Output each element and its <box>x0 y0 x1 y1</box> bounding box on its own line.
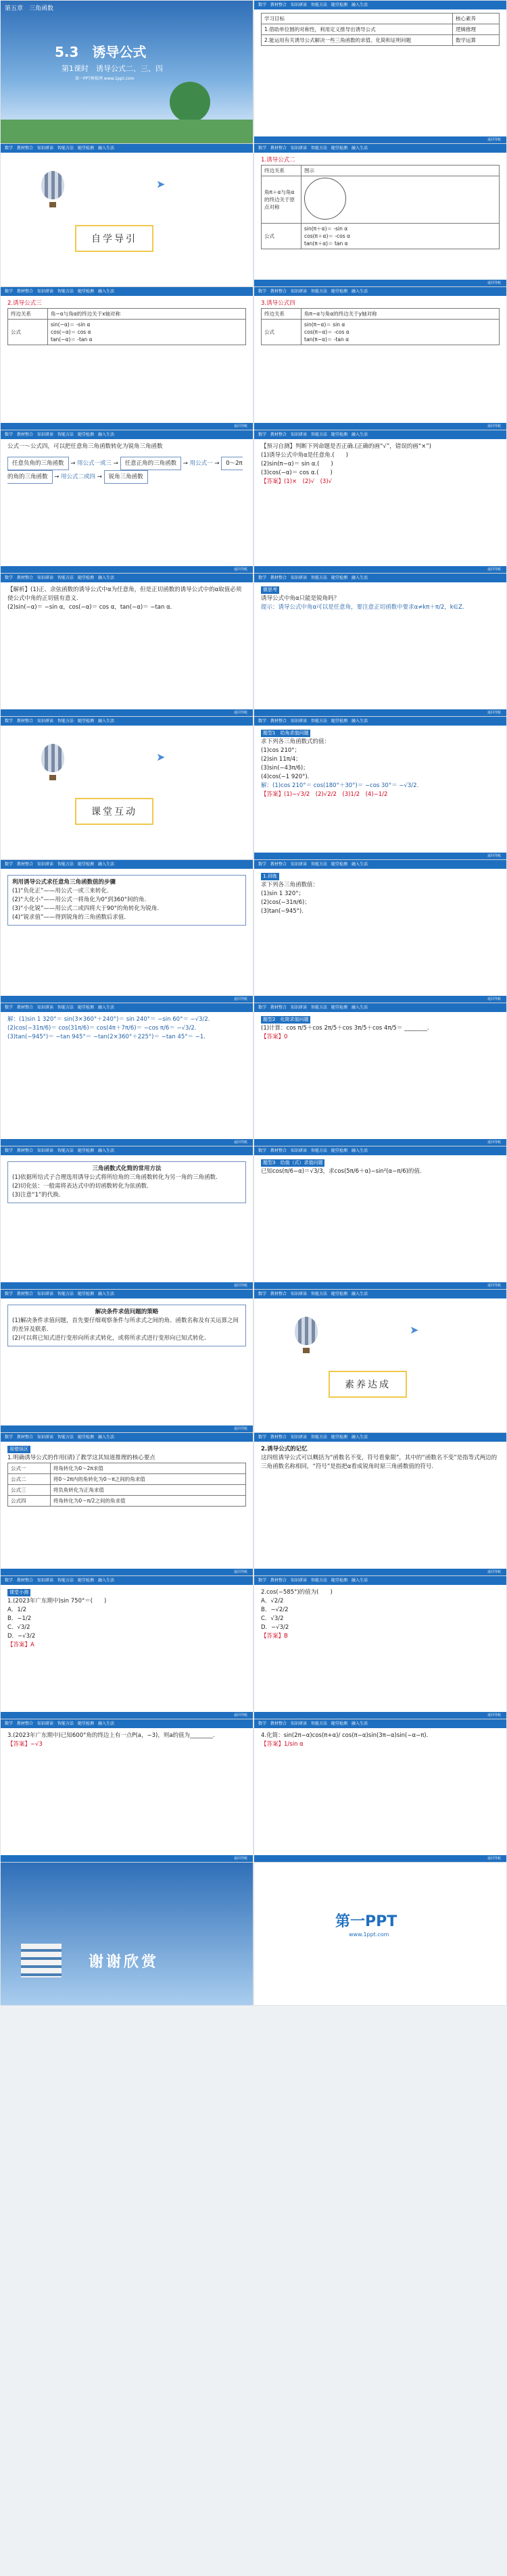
pretest-title: 【预习自测】判断下列命题是否正确.(正确的画“√”，错误的画“×”) <box>261 443 431 450</box>
section-label-class: 课堂互动 <box>75 798 153 825</box>
pretest-slide <box>254 430 506 573</box>
think-answer: 提示：诱导公式中角α可以是任意角，要注意正切函数中要求α≠kπ＋π/2，k∈Z. <box>261 604 464 611</box>
type1-item: (2)sin 11π/4； <box>261 756 301 763</box>
footer-nav[interactable]: 返回导航 <box>254 709 506 716</box>
solution-line: 解：(1)sin 1 320°＝ sin(3×360°＋240°)＝ sin 240°＝ −sin 60°＝ −√3/2. <box>7 1016 210 1023</box>
quiz-answer: 【答案】1/sin α <box>261 1741 304 1748</box>
quiz-option: C．√3/2 <box>261 1615 284 1622</box>
paper-plane-icon: ➤ <box>156 178 166 191</box>
quiz-question: 2.cos(−585°)的值为( ) <box>261 1589 333 1596</box>
formula-line: cos(π＋α)＝ -cos α <box>304 233 350 239</box>
goals-table <box>261 13 500 46</box>
brand-url[interactable]: www.1ppt.com <box>349 1931 389 1938</box>
quiz1-slide <box>1 1576 253 1719</box>
relation-label: 终边关系 <box>262 166 301 176</box>
top-bar: 数学 教材整合 知识研读 智能方法 随堂检测 融入生活 <box>254 287 506 296</box>
strategy-slide <box>1 1290 253 1432</box>
flow-arrow-label: 用公式一或三 <box>77 460 112 467</box>
step-item: (2)“大化小”——用公式一将角化为0°到360°间的角. <box>12 896 147 903</box>
memory-title: 2.诱导公式的记忆 <box>261 1446 308 1453</box>
top-bar: 数学 教材整合 知识研读 智能方法 随堂检测 融入生活 <box>1 144 253 153</box>
thanks-background <box>1 1863 253 2005</box>
quiz4-slide <box>254 1719 506 1862</box>
top-bar: 数学 教材整合 知识研读 智能方法 随堂检测 融入生活 <box>1 1576 253 1585</box>
top-bar: 数学 教材整合 知识研读 智能方法 随堂检测 融入生活 <box>1 430 253 439</box>
top-bar: 数学 教材整合 知识研读 智能方法 随堂检测 融入生活 <box>1 1146 253 1155</box>
flow-step: 锐角三角函数 <box>104 470 148 484</box>
footer-nav[interactable]: 返回导航 <box>254 1855 506 1862</box>
footer-nav[interactable]: 返回导航 <box>1 1712 253 1719</box>
footer-nav[interactable]: 返回导航 <box>1 1855 253 1862</box>
flow-step: 任意正角的三角函数 <box>120 457 182 470</box>
formula-line: sin(−α)＝ -sin α <box>51 322 91 328</box>
footer-nav[interactable]: 返回导航 <box>254 853 506 859</box>
footer-nav[interactable]: 返回导航 <box>254 1139 506 1146</box>
table-cell: 将0～2π内的角转化为0～π之间的角求值 <box>50 1474 245 1485</box>
top-bar: 数学 教材整合 知识研读 智能方法 随堂检测 融入生活 <box>1 1290 253 1298</box>
type1-item: (3)sin(−43π/6)； <box>261 765 309 772</box>
top-bar: 数学 教材整合 知识研读 智能方法 随堂检测 融入生活 <box>254 1146 506 1155</box>
summary-label: 易错误区 <box>7 1446 30 1453</box>
section-title: 5.3 诱导公式 <box>55 44 147 60</box>
quiz-option: D．−√3/2 <box>261 1624 289 1631</box>
footer-nav[interactable]: 返回导航 <box>1 1282 253 1289</box>
flow-title: 公式一～公式四，可以把任意角三角函数转化为锐角三角函数 <box>7 443 163 450</box>
analysis-formula: (2)sin(−α)＝ −sin α，cos(−α)＝ cos α，tan(−α)＝ −tan α. <box>7 604 172 611</box>
footer-nav[interactable]: 返回导航 <box>1 996 253 1003</box>
pretest-item: (3)cos(−α)＝ cos α.( ) <box>261 470 333 476</box>
table-cell: 公式三 <box>8 1485 51 1496</box>
top-bar: 数学 教材整合 知识研读 智能方法 随堂检测 融入生活 <box>254 860 506 869</box>
footer-nav[interactable]: 返回导航 <box>254 1712 506 1719</box>
quiz-option: D．−√3/2 <box>7 1633 36 1640</box>
cover-slide <box>1 1 253 143</box>
quiz-option: B．−√2/2 <box>261 1607 289 1613</box>
unit-circle-icon <box>304 178 346 220</box>
practice-item: (2)cos(−31π/6)； <box>261 899 310 906</box>
type3-slide <box>254 1146 506 1289</box>
top-bar: 数学 教材整合 知识研读 智能方法 随堂检测 融入生活 <box>1 287 253 296</box>
section-label-achieve: 素养达成 <box>329 1371 407 1398</box>
top-bar: 数学 教材整合 知识研读 智能方法 随堂检测 融入生活 <box>1 1433 253 1442</box>
summary-table-slide <box>1 1433 253 1575</box>
top-bar: 数学 教材整合 知识研读 智能方法 随堂检测 融入生活 <box>254 1719 506 1728</box>
quiz-answer: 【答案】A <box>7 1642 34 1648</box>
think-question: 诱导公式中角α只能是锐角吗？ <box>261 595 340 602</box>
top-bar: 数学 教材整合 知识研读 智能方法 随堂检测 融入生活 <box>1 1003 253 1012</box>
footer-nav[interactable]: 返回导航 <box>1 1569 253 1575</box>
pretest-item: (2)sin(π−α)＝ sin α.( ) <box>261 461 333 468</box>
formula-label: 公式 <box>8 320 48 345</box>
formula2-slide <box>254 144 506 286</box>
type1-slide <box>254 717 506 859</box>
relation-text: 角π−α与角α的终边关于y轴对称 <box>301 309 500 320</box>
strategy-item: (2)可以将已知式进行变形向所求式转化，或将所求式进行变形向已知式转化. <box>12 1335 206 1342</box>
think-label: 微思考 <box>261 586 279 594</box>
table-cell: 将负角转化为正角求值 <box>50 1485 245 1496</box>
top-bar: 数学 教材整合 知识研读 智能方法 随堂检测 融入生活 <box>254 1576 506 1585</box>
paper-plane-icon: ➤ <box>156 751 166 763</box>
summary-question: 1.明确诱导公式的作用(请)了教学这其知道推理的核心要点 <box>7 1455 155 1461</box>
practice-item: (1)sin 1 320°； <box>261 890 305 897</box>
quiz-question: 1.(2023年广东期中)sin 750°＝( ) <box>7 1598 107 1605</box>
chapter-title: 第五章 三角函数 <box>5 5 54 12</box>
formula4-heading: 3.诱导公式四 <box>261 300 295 307</box>
top-bar: 数学 教材整合 知识研读 智能方法 随堂检测 融入生活 <box>1 717 253 726</box>
step-item: (3)“小化锐”——用公式二或四将大于90°的角转化为锐角. <box>12 905 160 912</box>
quiz3-slide <box>1 1719 253 1862</box>
strategy-item: (1)解决条件求值问题，首先要仔细观察条件与所求式之间的角、函数名称及有关运算之间的差异及联系. <box>12 1317 239 1333</box>
thanks-title: 谢谢欣赏 <box>89 1954 160 1971</box>
quiz-option: A．√2/2 <box>261 1598 284 1605</box>
lesson-subtitle: 第1课时 诱导公式二、三、四 <box>62 64 163 73</box>
solution-line: (2)cos(−31π/6)＝ cos(31π/6)＝ cos(4π＋7π/6)＝ −cos π/6＝ −√3/2. <box>7 1025 197 1032</box>
type2-answer: 【答案】0 <box>261 1034 288 1040</box>
quiz-question: 4.化简：sin(2π−α)cos(π+α)/ cos(π−α)sin(3π−α)sin(−α−π)． <box>261 1732 433 1739</box>
relation-label: 终边关系 <box>262 309 301 320</box>
relation-text: 角−α与角α的终边关于x轴对称 <box>48 309 246 320</box>
unit-circle-figure <box>301 176 500 224</box>
strategy-title: 解决条件求值问题的策略 <box>95 1309 159 1315</box>
table-cell: 公式一 <box>8 1463 51 1474</box>
footer-nav[interactable]: 返回导航 <box>1 423 253 430</box>
type1-solution: 解：(1)cos 210°＝ cos(180°＋30°)＝ −cos 30°＝ −√3/2. <box>261 782 419 789</box>
footer-nav[interactable]: 返回导航 <box>254 996 506 1003</box>
methods-slide <box>1 1146 253 1289</box>
quiz-answer: 【答案】B <box>261 1633 288 1640</box>
relation-text: 角π＋α与角α的终边关于原点对称 <box>262 176 301 224</box>
flow-arrow-label: 用公式二或四 <box>61 474 96 480</box>
step-item: (1)“负化正”——用公式一或三来转化. <box>12 888 109 894</box>
quiz-option: C．√3/2 <box>7 1624 30 1631</box>
literacy-header: 核心素养 <box>453 14 500 24</box>
top-bar: 数学 教材整合 知识研读 智能方法 随堂检测 融入生活 <box>1 574 253 582</box>
goals-header: 学习目标 <box>262 14 453 24</box>
method-item: (1)依据所给式子合理选用诱导公式将所给角的三角函数转化为另一角的三角函数. <box>12 1174 218 1181</box>
literacy-2: 数学运算 <box>453 35 500 46</box>
practice-item: (3)tan(−945°). <box>261 908 304 915</box>
memory-slide <box>254 1433 506 1575</box>
formula-line: cos(−α)＝ cos α <box>51 329 91 335</box>
grass-strip <box>1 120 253 143</box>
brand-logo: 第一PPT <box>335 1913 397 1930</box>
flow-arrow-label: 用公式一 <box>189 460 213 467</box>
top-bar: 数学 教材整合 知识研读 智能方法 随堂检测 融入生活 <box>254 1 506 9</box>
top-bar: 数学 教材整合 知识研读 智能方法 随堂检测 融入生活 <box>254 430 506 439</box>
practice1-slide <box>254 860 506 1003</box>
footer-nav[interactable]: 返回导航 <box>254 136 506 143</box>
hot-air-balloon-icon <box>295 1317 318 1345</box>
methods-title: 三角函数式化简的常用方法 <box>92 1165 162 1172</box>
step-item: (4)“锐求值”——得到锐角的三角函数后求值. <box>12 914 126 921</box>
figure-label: 图示 <box>301 166 500 176</box>
type1-label: 题型1 给角求值问题 <box>261 730 310 737</box>
paper-plane-icon: ➤ <box>410 1323 419 1336</box>
type2-slide <box>254 1003 506 1146</box>
footer-nav[interactable]: 返回导航 <box>254 280 506 286</box>
tree-icon <box>170 82 210 122</box>
class-section-slide <box>1 717 253 859</box>
formula-line: tan(π−α)＝ -tan α <box>304 336 349 343</box>
flow-slide <box>1 430 253 573</box>
type2-question: (1)计算：cos π/5＋cos 2π/5＋cos 3π/5＋cos 4π/5＝ ________. <box>261 1025 429 1032</box>
goal-2: 2.能运用有关诱导公式解决一些三角函数的求值、化简和证明问题 <box>262 35 453 46</box>
steps-slide <box>1 860 253 1003</box>
quiz-option: B．−1/2 <box>7 1615 32 1622</box>
top-bar: 数学 教材整合 知识研读 智能方法 随堂检测 融入生活 <box>254 144 506 153</box>
footer-nav[interactable]: 返回导航 <box>1 709 253 716</box>
practice-question: 求下列各三角函数值： <box>261 882 319 888</box>
method-item: (3)注意“1”的代换. <box>12 1192 61 1198</box>
footer-nav[interactable]: 返回导航 <box>254 1282 506 1289</box>
solution-line: (3)tan(−945°)＝ −tan 945°＝ −tan(2×360°＋225°)＝ −tan 45°＝ −1. <box>7 1034 206 1040</box>
quiz2-slide <box>254 1576 506 1719</box>
type1-item: (1)cos 210°； <box>261 747 301 754</box>
analysis-text: 【解析】(1)正、余弦函数的诱导公式中α为任意角，但是正切函数的诱导公式中的α取值必须使公式中角的正切值有意义. <box>7 586 242 602</box>
method-item: (2)切化弦：一般需将表达式中的切函数转化为弦函数. <box>12 1183 149 1190</box>
achieve-section-slide <box>254 1290 506 1432</box>
top-bar: 数学 教材整合 知识研读 智能方法 随堂检测 融入生活 <box>254 1003 506 1012</box>
footer-nav[interactable]: 返回导航 <box>1 566 253 573</box>
type2-label: 题型2 化简求值问题 <box>261 1016 310 1024</box>
top-bar: 数学 教材整合 知识研读 智能方法 随堂检测 融入生活 <box>1 1719 253 1728</box>
top-bar: 数学 教材整合 知识研读 智能方法 随堂检测 融入生活 <box>254 717 506 726</box>
formula3-table <box>7 308 246 345</box>
preview-section-slide <box>1 144 253 286</box>
formula-line: sin(π−α)＝ sin α <box>304 322 345 328</box>
top-bar: 数学 教材整合 知识研读 智能方法 随堂检测 融入生活 <box>1 860 253 869</box>
pretest-answer: 【答案】(1)× (2)√ (3)√ <box>261 478 333 485</box>
literacy-1: 逻辑推理 <box>453 24 500 35</box>
type1-answer: 【答案】(1)−√3/2 (2)√2/2 (3)1/2 (4)−1/2 <box>261 791 388 798</box>
formula3-slide <box>1 287 253 430</box>
type1-item: (4)cos(−1 920°). <box>261 774 310 780</box>
flow-step: 任意负角的三角函数 <box>7 457 69 470</box>
flow-diagram: 任意负角的三角函数 → 用公式一或三 → 任意正角的三角函数 → 用公式一 → 0～2π的角的三角函数 → 用公式二或四 → 锐角三角函数 <box>7 457 246 484</box>
formula-line: tan(π＋α)＝ tan α <box>304 241 348 247</box>
formula2-heading: 1.诱导公式二 <box>261 157 295 163</box>
practice-label: 1.训练 <box>261 873 279 880</box>
formula-label: 公式 <box>262 224 301 249</box>
formula-line: tan(−α)＝ -tan α <box>51 336 93 343</box>
think-slide <box>254 574 506 716</box>
solution1-slide <box>1 1003 253 1146</box>
thanks-slide <box>1 1863 253 2005</box>
watermark: 第一PPT模板网 www.1ppt.com <box>75 76 135 81</box>
formula-label: 公式 <box>262 320 301 345</box>
logo-slide <box>254 1863 506 2005</box>
table-cell: 将角转化为0～π/2之间的角求值 <box>50 1496 245 1507</box>
table-cell: 将角转化为0～2π求值 <box>50 1463 245 1474</box>
goal-1: 1.借助单位圆的对称性，利用定义推导出诱导公式 <box>262 24 453 35</box>
type3-label: 题型3 给值（式）求值问题 <box>261 1159 324 1167</box>
quiz-question: 3.(2023年广东期中)已知600°角的终边上有一点P(a，−3)，则a的值为________. <box>7 1732 215 1739</box>
formula-line: cos(π−α)＝ -cos α <box>304 329 349 335</box>
top-bar: 数学 教材整合 知识研读 智能方法 随堂检测 融入生活 <box>254 1433 506 1442</box>
hot-air-balloon-icon <box>41 171 64 199</box>
relation-label: 终边关系 <box>8 309 48 320</box>
top-bar: 数学 教材整合 知识研读 智能方法 随堂检测 融入生活 <box>254 574 506 582</box>
type1-question: 求下列各三角函数式的值： <box>261 738 331 745</box>
formula4-table <box>261 308 500 345</box>
analysis-slide <box>1 574 253 716</box>
book-stack-icon <box>21 1944 62 1977</box>
quiz-label: 课堂小测 <box>7 1589 30 1596</box>
top-bar: 数学 教材整合 知识研读 智能方法 随堂检测 融入生活 <box>254 1290 506 1298</box>
memory-text: 这四组诱导公式可以概括为“函数名不变，符号看象限”，其中的“函数名不变”是指等式两边的三角函数名称相同，“符号”是指把α看成锐角时原三角函数值的符号. <box>261 1455 498 1470</box>
summary-table <box>7 1463 246 1507</box>
formula-line: sin(π＋α)＝ -sin α <box>304 226 348 232</box>
table-cell: 公式二 <box>8 1474 51 1485</box>
formula3-heading: 2.诱导公式三 <box>7 300 42 307</box>
footer-nav[interactable]: 返回导航 <box>1 1425 253 1432</box>
quiz-option: A．1/2 <box>7 1607 26 1613</box>
formula4-slide <box>254 287 506 430</box>
table-cell: 公式四 <box>8 1496 51 1507</box>
footer-nav[interactable]: 返回导航 <box>1 1139 253 1146</box>
section-label-preview: 自学导引 <box>75 225 153 252</box>
formula2-table <box>261 165 500 249</box>
footer-nav[interactable]: 返回导航 <box>254 1569 506 1575</box>
footer-nav[interactable]: 返回导航 <box>254 423 506 430</box>
hot-air-balloon-icon <box>41 744 64 772</box>
flow-step: 0～2π的角的三角函数 <box>7 457 243 484</box>
type3-question: 已知cos(π/6−α)＝√3/3，求cos(5π/6＋α)−sin²(α−π/6)的值. <box>261 1168 422 1175</box>
quiz-answer: 【答案】−√3 <box>7 1741 43 1748</box>
pretest-item: (1)诱导公式中角α是任意角.( ) <box>261 452 348 459</box>
footer-nav[interactable]: 返回导航 <box>254 566 506 573</box>
steps-title: 利用诱导公式求任意角三角函数值的步骤 <box>12 879 116 886</box>
goals-slide <box>254 1 506 143</box>
